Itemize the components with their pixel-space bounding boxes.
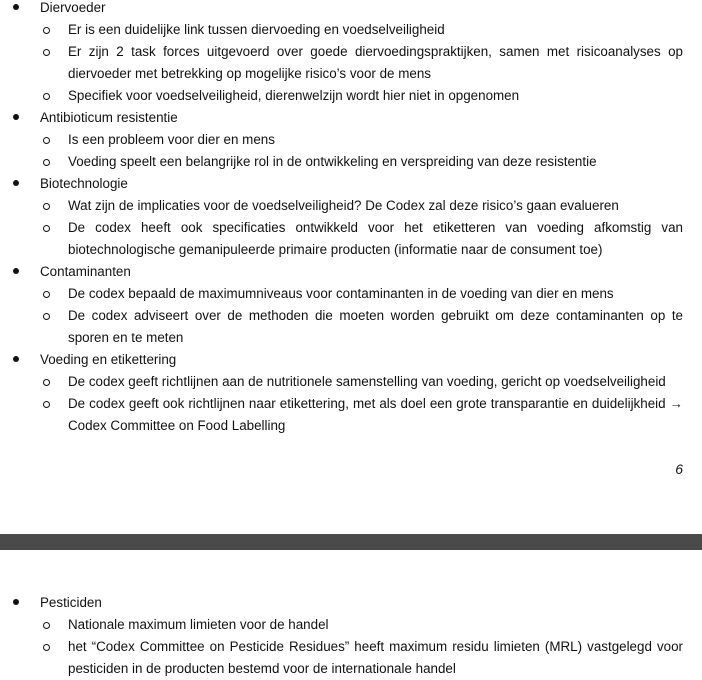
sub-list-item: [40, 217, 683, 261]
sub-item-text: De codex bepaald de maximumniveaus voor contaminanten in de voeding van dier en mens: [68, 286, 614, 301]
sub-list-item: [40, 305, 683, 349]
list-item: [0, 349, 702, 437]
sub-item-text: De codex adviseert over de methoden die moeten worden gebruikt om deze contaminanten op te sporen en te meten: [68, 308, 683, 345]
sub-item-text: De codex heeft ook specificaties ontwikkeld voor het etiketteren van voeding afkomstig van biotechnologische gemanipuleerde primaire producten (informatie naar de consument toe): [68, 220, 683, 257]
circle-bullet-icon: [43, 401, 50, 408]
bullet-dot-icon: [13, 4, 19, 10]
bullet-dot-icon: [13, 114, 19, 120]
sub-item-text: Er is een duidelijke link tussen diervoeding en voedselveiligheid: [68, 22, 445, 37]
list-item: [0, 261, 702, 349]
sub-list-item: [40, 614, 683, 636]
page-number: 6: [675, 461, 683, 477]
section-title: Antibioticum resistentie: [40, 110, 178, 125]
document-page-2: [0, 550, 702, 677]
bullet-list: [0, 592, 702, 680]
sub-item-text: De codex geeft richtlijnen aan de nutritionele samenstelling van voeding, gericht op voedselveiligheid: [68, 374, 666, 389]
bullet-dot-icon: [13, 599, 19, 605]
circle-bullet-icon: [43, 644, 50, 651]
circle-bullet-icon: [43, 49, 50, 56]
circle-bullet-icon: [43, 93, 50, 100]
bullet-dot-icon: [13, 180, 19, 186]
circle-bullet-icon: [43, 203, 50, 210]
circle-bullet-icon: [43, 313, 50, 320]
list-item: [0, 592, 702, 680]
bullet-dot-icon: [13, 356, 19, 362]
sub-list: [40, 129, 683, 173]
sub-list-item: [40, 85, 683, 107]
sub-list-item: [40, 393, 683, 437]
sub-item-text: Er zijn 2 task forces uitgevoerd over goede diervoedingspraktijken, samen met risicoanalyses op diervoeder met betrekking op mogelijke risico’s voor de mens: [68, 44, 683, 81]
circle-bullet-icon: [43, 159, 50, 166]
sub-list: [40, 195, 683, 261]
sub-item-text: Voeding speelt een belangrijke rol in de ontwikkeling en verspreiding van deze resistentie: [68, 154, 597, 169]
page-separator: [0, 534, 702, 550]
sub-item-text: Specifiek voor voedselveiligheid, dierenwelzijn wordt hier niet in opgenomen: [68, 88, 520, 103]
circle-bullet-icon: [43, 137, 50, 144]
sub-list-item: [40, 151, 683, 173]
circle-bullet-icon: [43, 291, 50, 298]
section-title: Diervoeder: [40, 0, 106, 15]
sub-list-item: [40, 283, 683, 305]
circle-bullet-icon: [43, 27, 50, 34]
sub-list: [40, 614, 683, 680]
sub-list-item: [40, 195, 683, 217]
circle-bullet-icon: [43, 225, 50, 232]
section-title: Voeding en etikettering: [40, 352, 177, 367]
sub-list: [40, 371, 683, 437]
list-item: [0, 107, 702, 173]
sub-list-item: [40, 41, 683, 85]
sub-list: [40, 19, 683, 107]
section-title: Pesticiden: [40, 595, 102, 610]
bullet-dot-icon: [13, 268, 19, 274]
circle-bullet-icon: [43, 379, 50, 386]
sub-item-text: Is een probleem voor dier en mens: [68, 132, 275, 147]
list-item: [0, 0, 702, 107]
sub-list-item: [40, 129, 683, 151]
sub-item-text: het “Codex Committee on Pesticide Residues” heeft maximum residu limieten (MRL) vastgelegd voor pesticiden in de producten bestemd voor de internationale handel: [68, 639, 683, 676]
sub-list-item: [40, 371, 683, 393]
sub-list-item: [40, 19, 683, 41]
list-item: [0, 173, 702, 261]
sub-item-text: Wat zijn de implicaties voor de voedselveiligheid? De Codex zal deze risico’s gaan evalueren: [68, 198, 619, 213]
circle-bullet-icon: [43, 622, 50, 629]
section-title: Contaminanten: [40, 264, 131, 279]
sub-list-item: [40, 636, 683, 680]
sub-item-text: Nationale maximum limieten voor de handel: [68, 617, 329, 632]
sub-item-text: De codex geeft ook richtlijnen naar etikettering, met als doel een grote transparantie en duidelijkheid → Codex Committee on Food Labelling: [68, 396, 683, 433]
sub-list: [40, 283, 683, 349]
section-title: Biotechnologie: [40, 176, 128, 191]
page-2-content: [0, 592, 702, 680]
